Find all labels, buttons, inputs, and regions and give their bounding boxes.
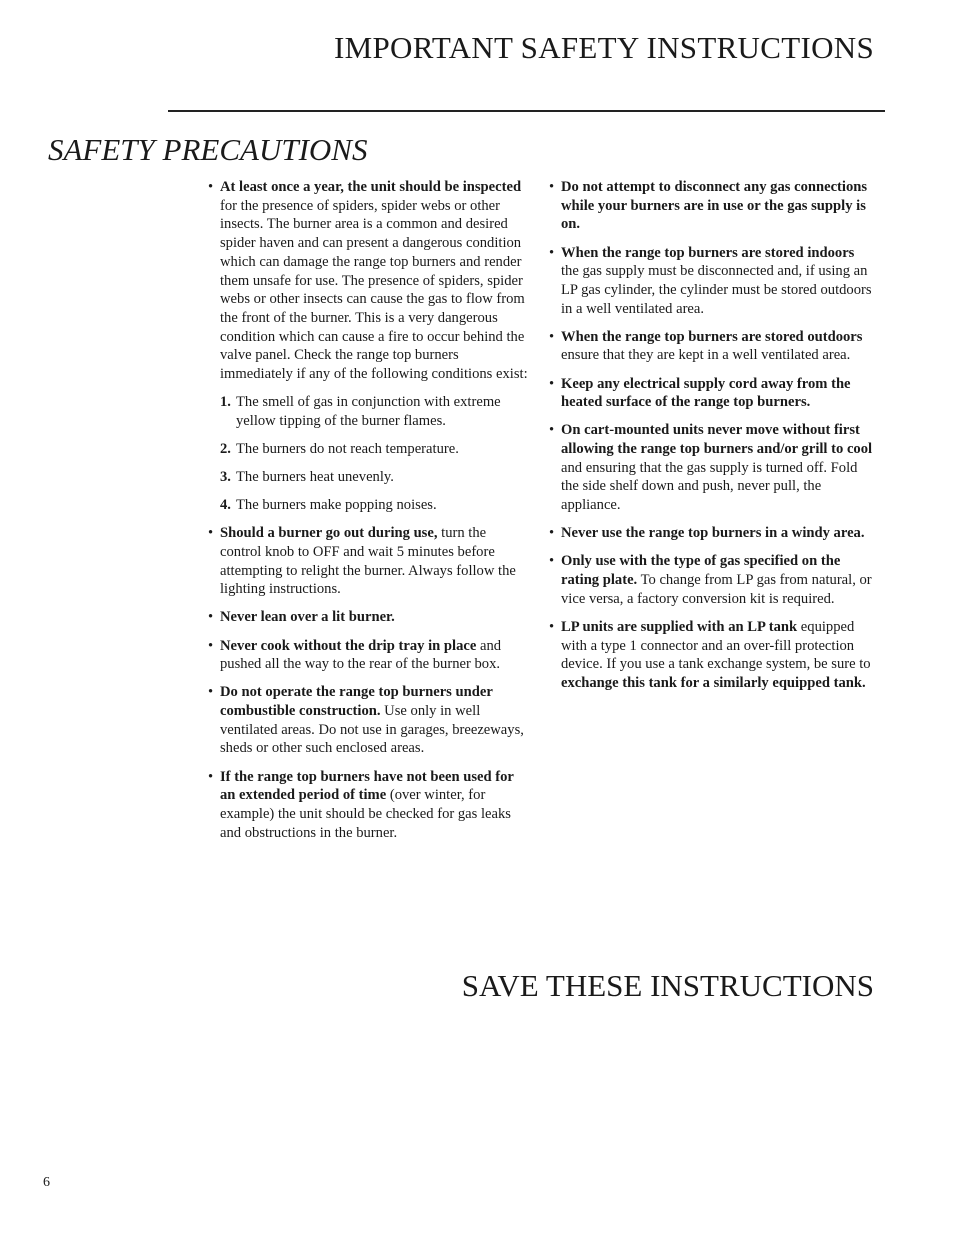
page-number: 6 [43,1175,50,1190]
item-bold: LP units are supplied with an LP tank [561,618,798,635]
item-bold: If the range top burners have not been used for an extended period of time [220,768,514,804]
bullet: • [549,422,555,439]
numbered-item [208,468,530,487]
bullet: • [208,609,214,626]
item-text: and ensuring that the gas supply is turned off. Fold the side shelf down and push, never pull, the appliance. [561,459,858,514]
item-number: 2. [220,440,231,457]
list-item [549,618,873,693]
item-number: 1. [220,394,231,411]
bullet: • [549,525,555,542]
bullet: • [208,684,214,701]
list-item [208,637,530,674]
left-column [208,178,530,852]
item-text: equipped with a type 1 connector and an over-fill protection device. If you use a tank exchange system, be sure to [561,618,871,673]
numbered-item [208,393,530,430]
header-rule [168,110,885,112]
item-number: 4. [220,497,231,514]
list-item [549,375,873,412]
item-bold: Never cook without the drip tray in place [220,637,477,654]
item-bold: Do not operate the range top burners under combustible construction. [220,684,493,719]
numbered-item [208,440,530,459]
item-number: 3. [220,469,231,486]
bullet: • [549,244,555,261]
list-item [208,683,530,758]
item-text: for the presence of spiders, spider webs or other insects. The burner area is a common and desired spider haven and can present a dangerous condition which can damage the range top burners and render them unsafe for use. The presence of spiders, spider webs or other insects can cause the gas to flow from the front of the burner. This is a very dangerous condition which can cause a fire to occur behind the valve panel. Check the range top burners immediately if any of the following conditions exist: [220,197,528,383]
list-item [208,178,530,384]
numbered-item [208,496,530,515]
bullet: • [208,637,214,654]
list-item [208,608,530,627]
item-text: The smell of gas in conjunction with extreme yellow tipping of the burner flames. [236,394,501,429]
item-bold: On cart-mounted units never move without first allowing the range top burners and/or grill to cool [561,422,873,457]
item-bold: Only use with the type of gas specified on the rating plate. [561,553,841,588]
list-item [208,768,530,843]
item-bold: Keep any electrical supply cord away from the heated surface of the range top burners. [561,375,851,411]
list-item [549,178,873,234]
save-instructions-title: SAVE THESE INSTRUCTIONS [461,968,874,1003]
list-item [549,328,873,365]
list-item [208,524,530,599]
bullet: • [549,553,555,570]
item-text: turn the control knob to OFF and wait 5 minutes before attempting to relight the burner. Always follow the lighting instructions. [220,525,516,598]
bullet: • [549,375,555,392]
list-item [549,552,873,608]
item-bold: Should a burner go out during use, [220,525,438,542]
list-item [549,524,873,543]
list-item [549,421,873,515]
page-header-title: IMPORTANT SAFETY INSTRUCTIONS [333,30,874,65]
item-bold: Do not attempt to disconnect any gas connections while your burners are in use or the gas supply is on. [561,179,868,233]
item-text: ensure that they are kept in a well ventilated area. [561,347,851,364]
item-text: and pushed all the way to the rear of the burner box. [220,637,502,673]
item-bold: exchange this tank for a similarly equipped tank. [561,674,866,691]
bullet: • [549,618,555,635]
item-bold: Never use the range top burners in a windy area. [561,525,865,542]
list-item [549,244,873,319]
item-bold: When the range top burners are stored outdoors [561,328,863,345]
right-column [549,178,873,702]
item-bold: Never lean over a lit burner. [220,609,395,626]
section-title: SAFETY PRECAUTIONS [48,132,368,167]
item-text: Use only in well ventilated areas. Do not use in garages, breezeways, sheds or other such enclosed areas. [220,703,524,757]
bullet: • [549,179,555,195]
item-text: (over winter, for example) the unit should be checked for gas leaks and obstructions in the burner. [220,787,511,841]
bullet: • [549,328,555,345]
bullet: • [208,768,214,785]
item-text: The burners heat unevenly. [236,469,394,486]
item-text: To change from LP gas from natural, or vice versa, a factory conversion kit is required. [561,572,872,607]
bullet: • [208,525,214,542]
item-text: The burners make popping noises. [236,497,437,514]
item-text: the gas supply must be disconnected and, if using an LP gas cylinder, the cylinder must be stored outdoors in a well ventilated area. [561,263,872,317]
item-text: The burners do not reach temperature. [236,440,459,457]
item-bold: When the range top burners are stored indoors [561,244,855,261]
item-bold: At least once a year, the unit should be inspected [220,179,522,195]
bullet: • [208,179,214,195]
